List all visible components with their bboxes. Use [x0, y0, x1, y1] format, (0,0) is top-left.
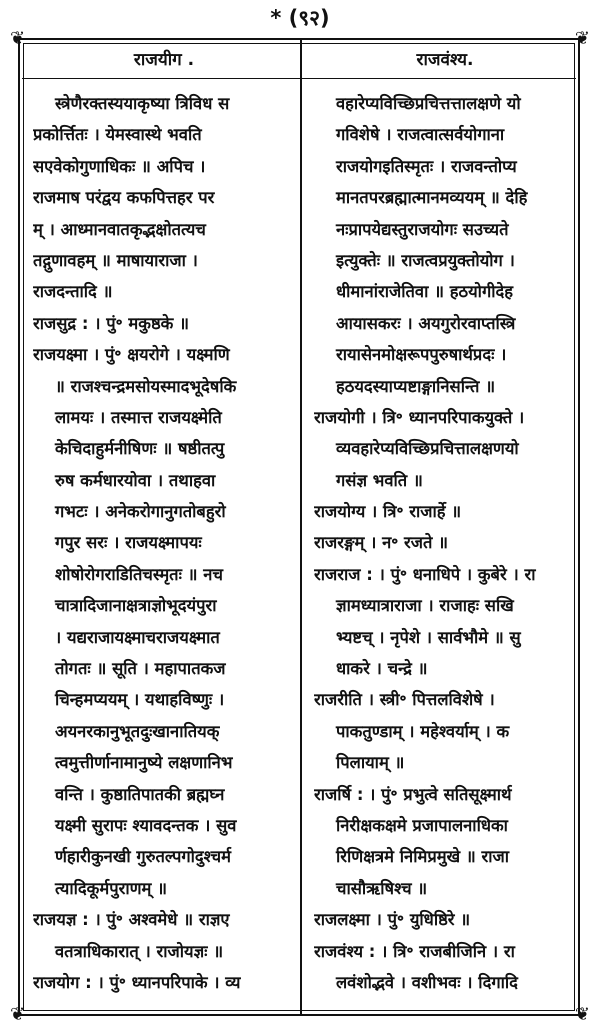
text-line: रिणिक्षत्रमे निमिप्रमुखे ॥ राजा — [336, 847, 510, 867]
text-line: मानतपरब्रह्मात्मानमव्ययम् ॥ देहि — [336, 188, 528, 208]
text-line: राजयक्ष्मा । पुं॰ क्षयरोगे । यक्ष्मणि — [33, 345, 230, 365]
corner-ornament-icon: ❦ — [574, 28, 590, 49]
text-line: गविशेषे । राजत्वात्सर्वयोगाना — [336, 125, 505, 145]
text-line: राजर्षि : । पुं॰ प्रभुत्वे सतिसूक्ष्मार्थ — [314, 784, 512, 804]
text-line: राजमाष परंद्वय कफपित्तहर पर — [33, 188, 215, 208]
text-line: राजदन्तादि ॥ — [33, 282, 113, 302]
text-line: पाकतुण्डाम् । महेश्वर्याम् । क — [336, 721, 510, 741]
left-column-heading: राजयीग . — [133, 50, 195, 70]
text-line: तोगतः ॥ सूति । महापातकज — [55, 659, 226, 679]
text-line: धीमानांराजेतिवा ॥ हठयोगीदेह — [336, 282, 514, 302]
text-line: त्यादिकूर्मपुराणम् ॥ — [55, 878, 168, 898]
text-line: चात्रादिजानाक्षत्राज्ञोभूदयंपुरा — [55, 596, 217, 616]
text-line: राजलक्ष्मा । पुं॰ युधिष्ठिरे ॥ — [314, 910, 471, 930]
text-line: र्णहारीकुनखी गुरुतल्पगोदुश्चर्म — [55, 847, 232, 867]
right-column-heading: राजवंश्य. — [416, 50, 474, 70]
text-line: वन्ति । कुष्ठातिपातकी ब्रह्मघ्न — [55, 784, 225, 804]
text-line: चिन्हमप्ययम् । यथाहविष्णुः । — [55, 690, 225, 710]
text-line: स्त्रेणैरक्तस्ययाकृष्या त्रिविध स — [55, 94, 230, 113]
corner-ornament-icon: ❦ — [10, 1004, 26, 1025]
text-line: आयासकरः । अयगुरोरवाप्तस्त्रि — [336, 313, 516, 333]
left-column-text — [33, 88, 295, 998]
text-line: राजराज : । पुं॰ धनाधिपे । कुबेरे । रा — [314, 564, 536, 584]
right-column — [314, 42, 576, 998]
text-line: राजरीति । स्त्री॰ पित्तलविशेषे । — [314, 690, 495, 710]
text-line: रायासेनमोक्षरूपपुरुषार्थप्रदः । — [336, 345, 507, 365]
text-line: राजसुद्र : । पुं॰ मकुष्ठके ॥ — [33, 313, 189, 333]
text-line: भ्यष्टच् । नृपेशे । सार्वभौमे ॥ सु — [336, 627, 521, 647]
text-line: राजवंश्य : । त्रि॰ राजबीजिनि । रा — [314, 941, 515, 961]
page-number: * (९२) — [270, 6, 330, 30]
text-line: नःप्रापयेद्यस्तुराजयोगः सउच्यते — [336, 219, 509, 239]
text-line: लामयः । तस्मात्त राजयक्ष्मेति — [55, 407, 222, 427]
text-line: शोषोरोगराडितिचस्मृतः ॥ नच — [55, 564, 223, 584]
text-line: राजयोग्य । त्रि॰ राजार्हे ॥ — [314, 502, 462, 522]
text-line: इत्युक्तेः ॥ राजत्वप्रयुक्तोयोग । — [336, 250, 515, 270]
text-line: प्रकोर्त्तितः । येमस्वास्थे भवति — [33, 125, 202, 145]
text-line: ज्ञामध्यात्राराजा । राजाहः सखि — [336, 596, 514, 616]
text-line: गपुर सरः । राजयक्ष्मापयः — [55, 533, 202, 553]
text-line: गभटः । अनेकरोगानुगतोबहुरो — [55, 502, 226, 522]
text-line: राजरङ्गम् । न॰ रजते ॥ — [314, 533, 449, 553]
left-column — [33, 42, 295, 998]
text-line: तद्गुणावहम् ॥ माषायाराजा । — [33, 250, 198, 270]
text-line: गसंज्ञ भवति ॥ — [336, 470, 423, 490]
text-line: हठयदस्याप्यष्टाङ्गानिसन्ति ॥ — [336, 376, 496, 396]
text-line: व्यवहारेप्यविच्छिप्रचित्तालक्षणयो — [336, 439, 519, 459]
text-line: अयनरकानुभूतदुःखानातियक् — [55, 721, 220, 741]
text-line: राजयोगइतिस्मृतः । राजवन्तोप्य — [336, 156, 517, 176]
corner-ornament-icon: ❦ — [10, 28, 26, 49]
text-line: पिलायाम् ॥ — [336, 753, 405, 773]
text-line: । यद्यराजायक्ष्माचराजयक्ष्मात — [55, 627, 220, 647]
text-line: यक्ष्मी सुरापः श्यावदन्तक । सुव — [55, 815, 237, 835]
text-line: धाकरे । चन्द्रे ॥ — [336, 659, 428, 679]
text-line: सएवेकोगुणाधिकः ॥ अपिच । — [33, 156, 206, 176]
text-line: निरीक्षकक्षमे प्रजापालनाधिका — [336, 815, 508, 835]
text-line: म् । आध्मानवातकृद्भक्षोतत्यच — [33, 219, 206, 239]
right-column-text — [314, 88, 576, 998]
text-line: राजयज्ञ : । पुं॰ अश्वमेधे ॥ राज्ञए — [33, 910, 230, 930]
text-line: राजयोग : । पुं॰ ध्यानपरिपाके । व्य — [33, 972, 241, 992]
text-line: केचिदाहुर्मनीषिणः ॥ षष्ठीतत्पु — [55, 439, 225, 459]
text-line: त्वमुत्तीर्णानामानुष्ये लक्षणानिभ — [55, 753, 233, 773]
column-divider — [300, 38, 302, 1016]
text-line: वतत्राधिकारात् । राजोयज्ञः ॥ — [55, 941, 224, 961]
text-line: रुष कर्मधारयोवा । तथाहवा — [55, 470, 216, 490]
text-line: ॥ राजश्चन्द्रमसोयस्मादभूदेषकि — [55, 376, 237, 396]
text-line: चासौऋषिश्च ॥ — [336, 878, 428, 898]
corner-ornament-icon: ❦ — [574, 1004, 590, 1025]
text-line: वहारेप्यविच्छिप्रचित्तत्तालक्षणे यो — [336, 94, 521, 113]
text-line: राजयोगी । त्रि॰ ध्यानपरिपाकयुक्ते । — [314, 407, 525, 427]
text-line: लवंशोद्भवे । वशीभवः । दिगादि — [336, 972, 518, 992]
